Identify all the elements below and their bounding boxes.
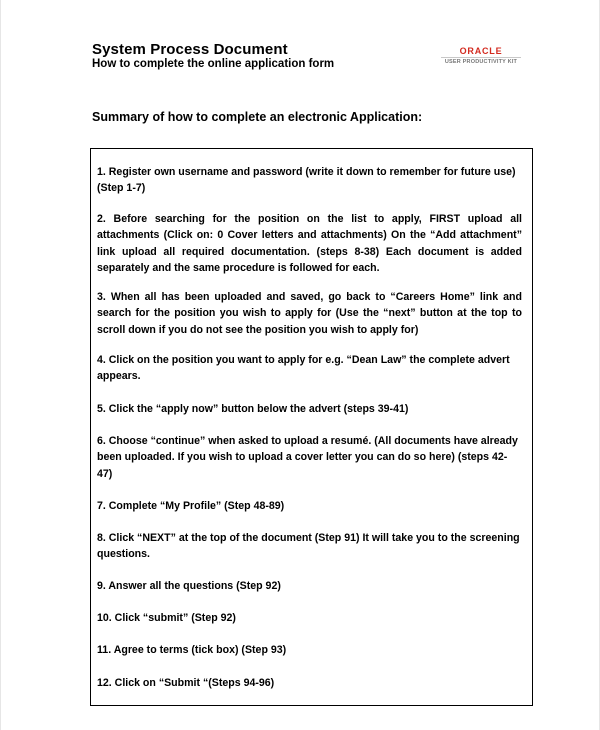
step-item: 10. Click “submit” (Step 92) xyxy=(97,612,236,624)
steps-box xyxy=(90,148,533,706)
oracle-logo-rule xyxy=(441,57,521,58)
step-item: 9. Answer all the questions (Step 92) xyxy=(97,580,281,592)
oracle-logo-brand: ORACLE xyxy=(459,46,503,56)
step-item: 1. Register own username and password (write it down to remember for future use) (Step 1-7) xyxy=(97,166,516,195)
step-item: 5. Click the “apply now” button below the advert (steps 39-41) xyxy=(97,403,409,415)
summary-heading: Summary of how to complete an electronic Application: xyxy=(92,110,423,124)
oracle-logo-tagline: USER PRODUCTIVITY KIT xyxy=(444,59,518,65)
step-item: 6. Choose “continue” when asked to upload a resumé. (All documents have already been uploaded. If you wish to upload a cover letter you can do so here) (steps 42-47) xyxy=(97,435,518,480)
step-item: 11. Agree to terms (tick box) (Step 93) xyxy=(97,644,287,656)
step-item: 2. Before searching for the position on the list to apply, FIRST upload all attachments (Click on: 0 Cover letters and attachments) On the “Add attachment” link upload all required documentation. (steps 8-38) Each document is added separately and the same procedure is followed for each. xyxy=(97,213,522,274)
step-item: 8. Click “NEXT” at the top of the document (Step 91) It will take you to the screening questions. xyxy=(97,532,520,561)
step-item: 12. Click on “Submit “(Steps 94-96) xyxy=(97,677,275,689)
step-item: 7. Complete “My Profile” (Step 48-89) xyxy=(97,500,285,512)
document-title: System Process Document xyxy=(92,41,288,58)
step-item: 4. Click on the position you want to apply for e.g. “Dean Law” the complete advert appears. xyxy=(97,354,510,383)
oracle-logo xyxy=(441,46,521,66)
step-item: 3. When all has been uploaded and saved, go back to “Careers Home” link and search for the position you wish to apply for (Use the “next” button at the top to scroll down if you do not see the position you wish to apply for) xyxy=(97,291,522,336)
document-subtitle: How to complete the online application form xyxy=(92,58,335,70)
